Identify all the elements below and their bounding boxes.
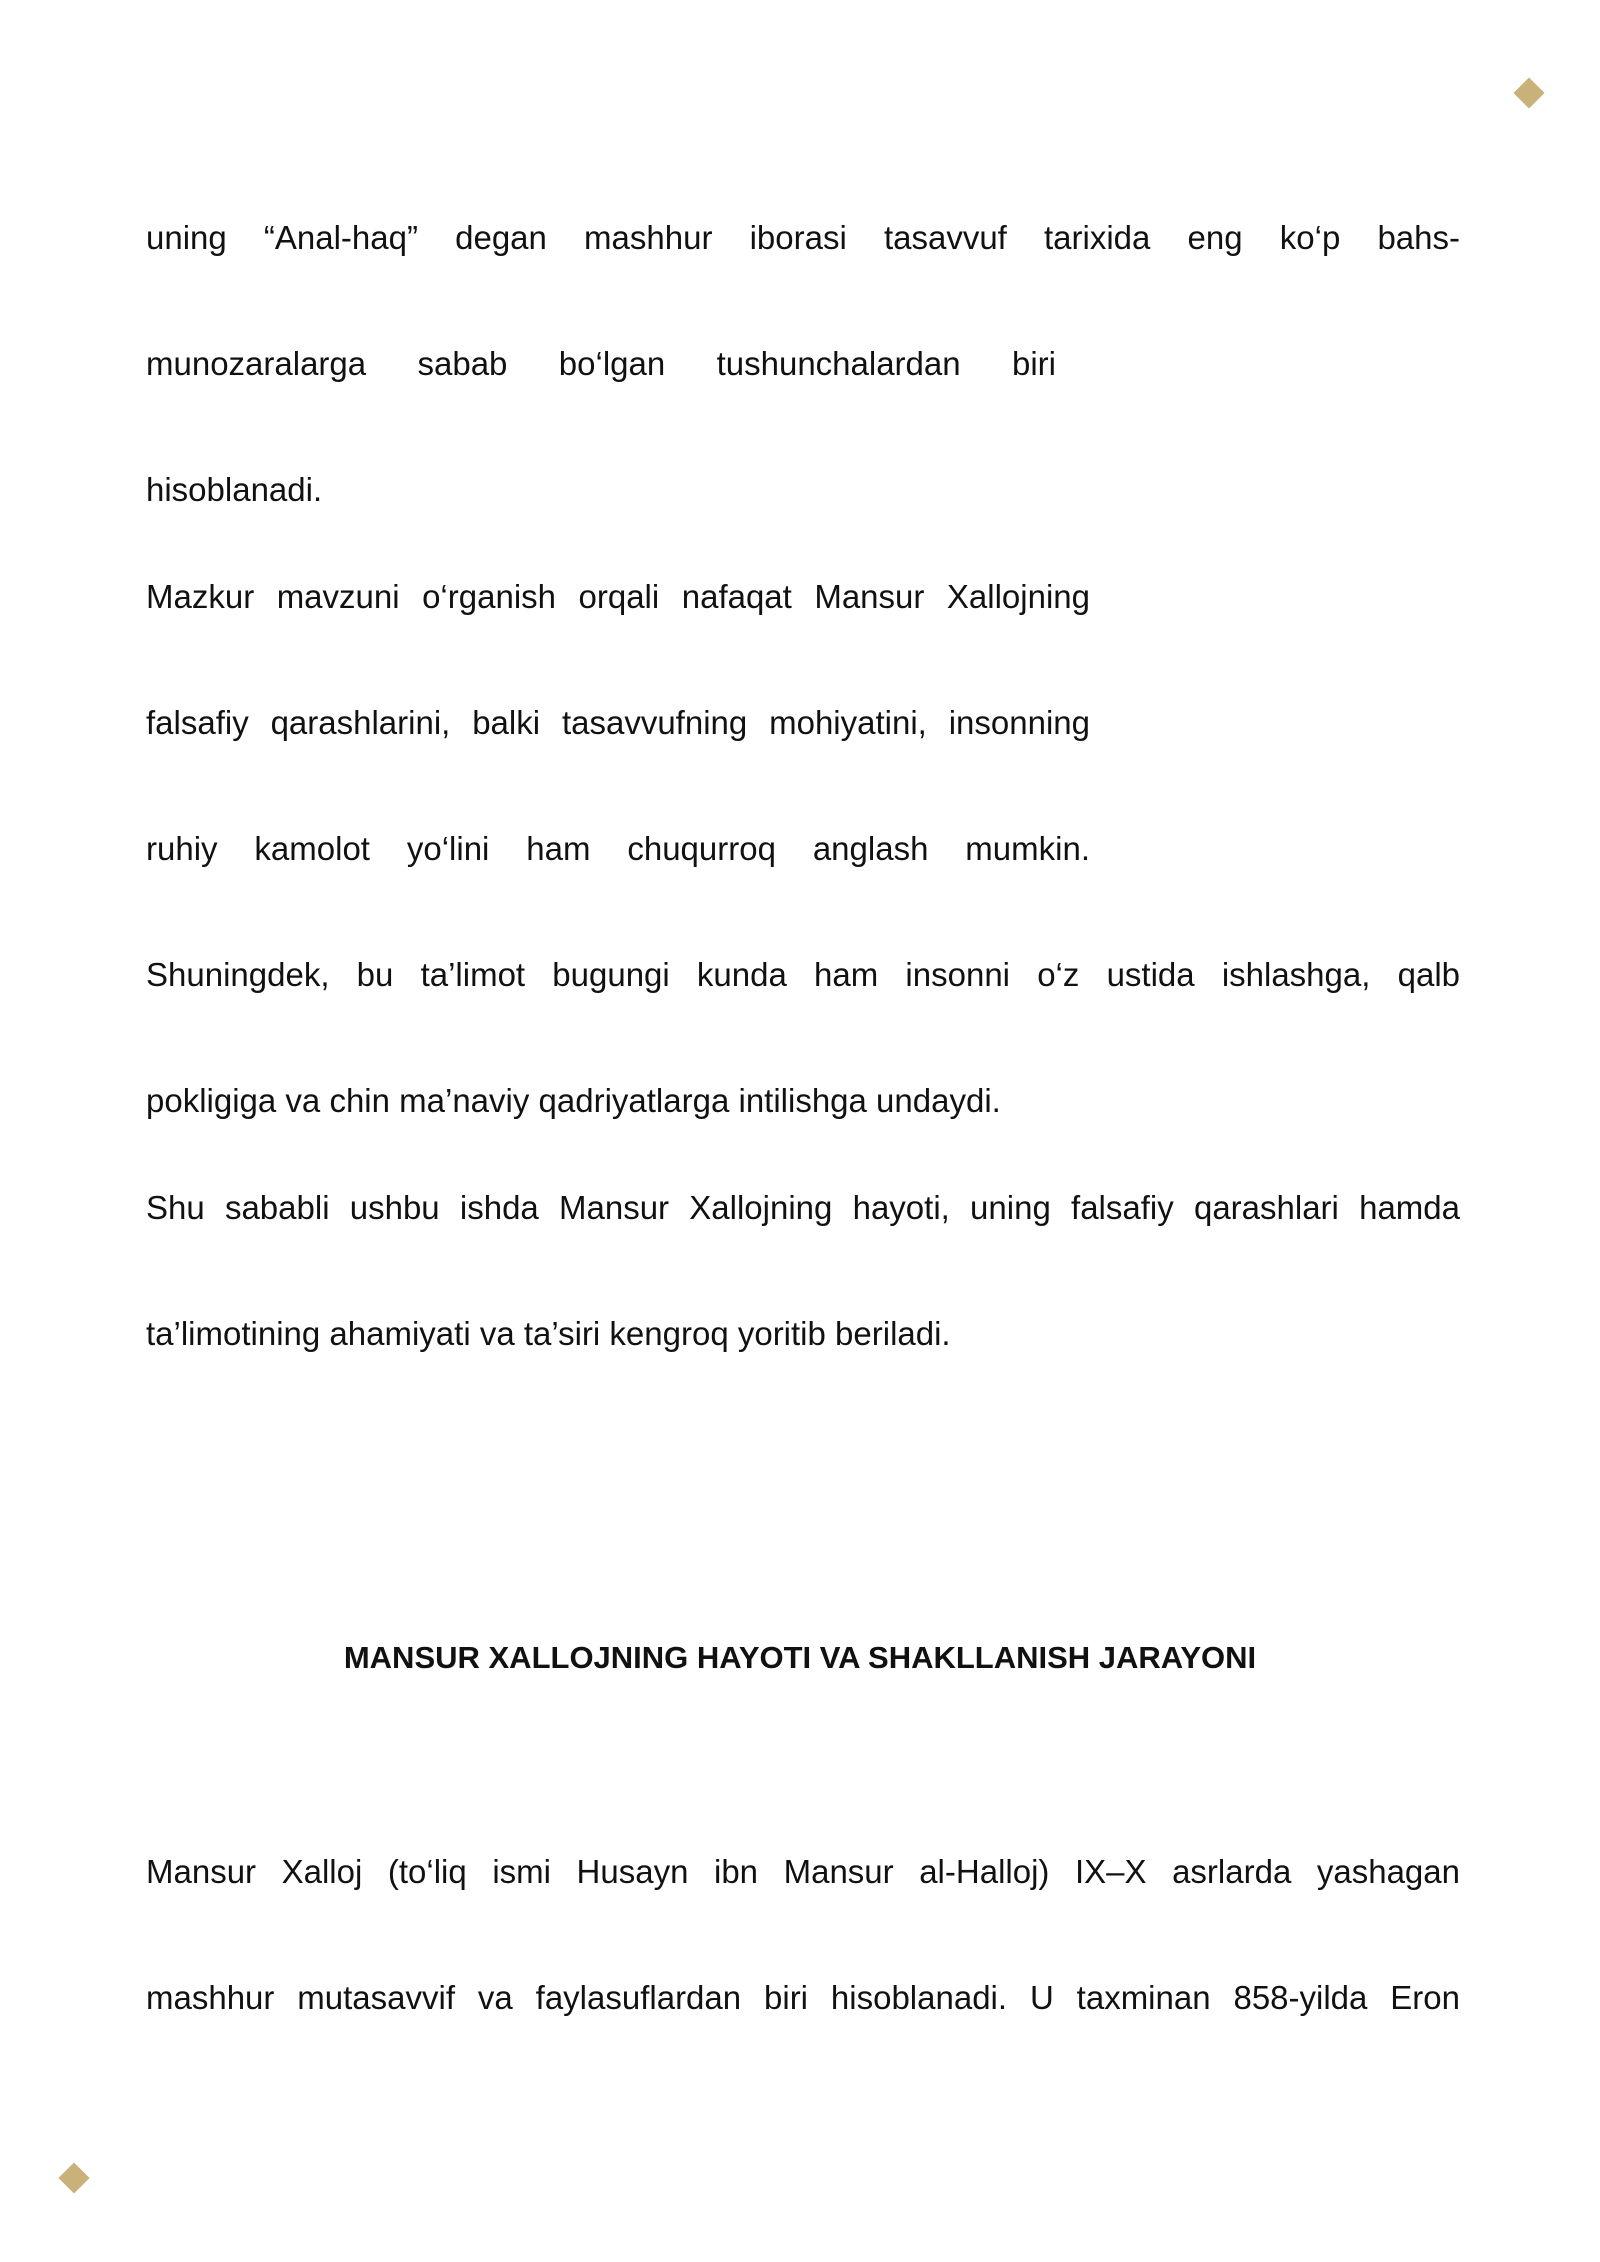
text-line: pokligiga va chin ma’naviy qadriyatlarga intilishga undaydi. bbox=[146, 1082, 1001, 1119]
text-line: falsafiy qarashlarini, balki tasavvufning mohiyatini, insonning bbox=[146, 704, 1090, 741]
text-line: munozaralarga sabab bo‘lgan tushunchalardan biri bbox=[146, 345, 1056, 382]
diamond-ornament-icon bbox=[1513, 77, 1544, 108]
diamond-ornament-icon bbox=[58, 2162, 89, 2193]
text-line: ruhiy kamolot yo‘lini ham chuqurroq anglash mumkin. bbox=[146, 830, 1090, 867]
text-line: mashhur mutasavvif va faylasuflardan biri hisoblanadi. U taxminan 858-yilda Eron bbox=[146, 1979, 1460, 2016]
text-line: Mazkur mavzuni o‘rganish orqali nafaqat Mansur Xallojning bbox=[146, 578, 1090, 615]
text-line: ta’limotining ahamiyati va ta’siri kengroq yoritib beriladi. bbox=[146, 1315, 951, 1352]
text-line: uning “Anal-haq” degan mashhur iborasi tasavvuf tarixida eng ko‘p bahs- bbox=[146, 219, 1460, 256]
text-line: Mansur Xalloj (to‘liq ismi Husayn ibn Mansur al-Halloj) IX–X asrlarda yashagan bbox=[146, 1853, 1460, 1890]
section-heading: MANSUR XALLOJNING HAYOTI VA SHAKLLANISH JARAYONI bbox=[343, 1640, 1257, 1675]
text-line: hisoblanadi. bbox=[146, 471, 323, 508]
text-line: Shuningdek, bu ta’limot bugungi kunda ham insonni o‘z ustida ishlashga, qalb bbox=[146, 956, 1460, 993]
text-line: Shu sababli ushbu ishda Mansur Xallojning hayoti, uning falsafiy qarashlari hamda bbox=[146, 1189, 1460, 1226]
